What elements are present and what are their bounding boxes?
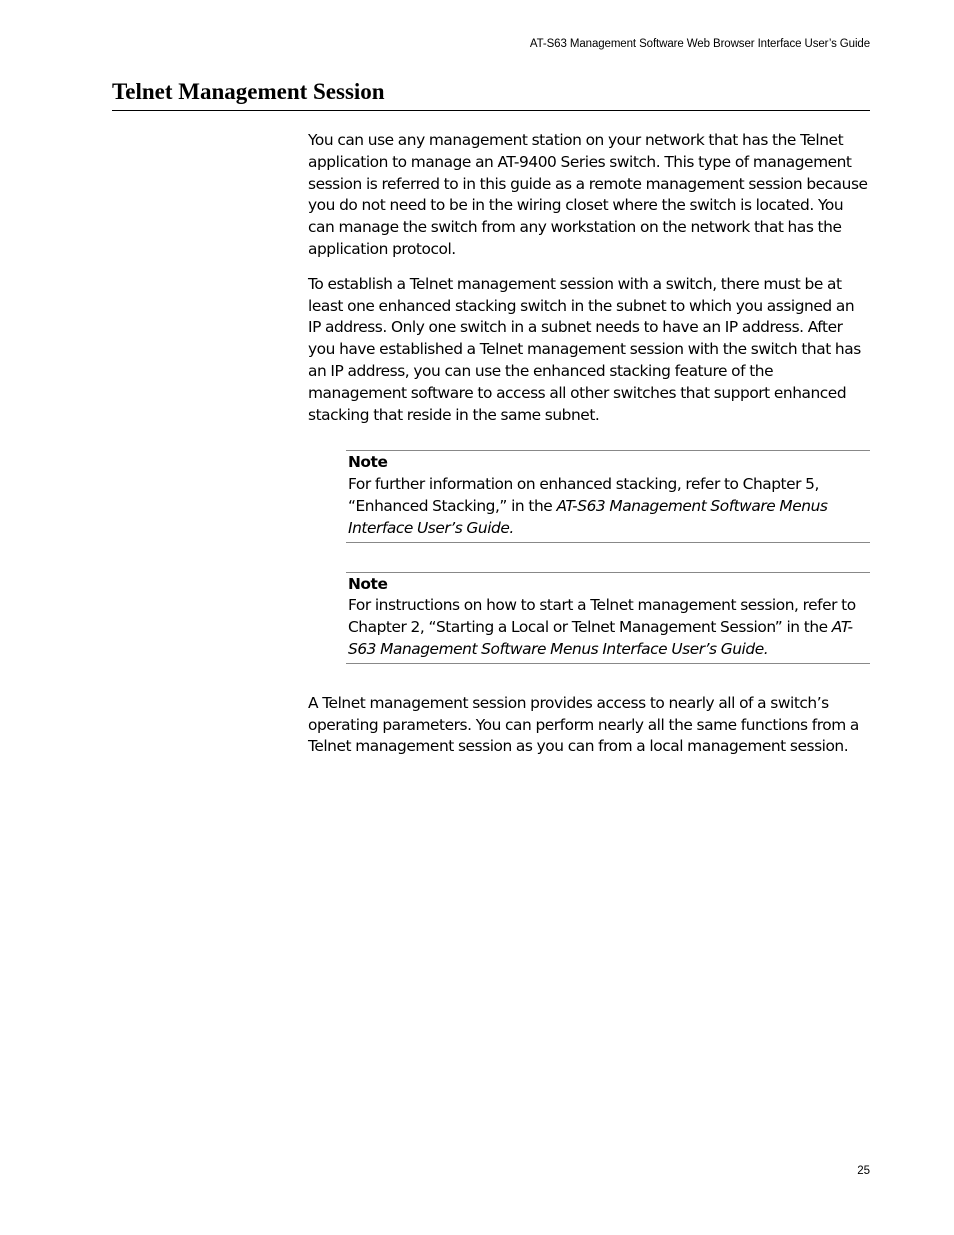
note-text xyxy=(348,474,870,539)
page-number: 25 xyxy=(857,1165,870,1177)
section-title: Telnet Management Session xyxy=(112,79,385,104)
note-text xyxy=(348,595,870,660)
note-text-italic-reference: AT-S63 Management Software Menus Interface User’s Guide. xyxy=(348,618,853,658)
note-text-plain: For instructions on how to start a Telnet management session, refer to Chapter 2, “Starting a Local or Telnet Management Session” in the xyxy=(348,596,856,637)
note-label: Note xyxy=(348,574,388,593)
note-text-italic-reference: AT-S63 Management Software Menus Interface User’s Guide. xyxy=(348,496,828,537)
note-label: Note xyxy=(348,453,388,472)
title-rule xyxy=(112,110,870,111)
body-paragraph: A Telnet management session provides access to nearly all of a switch’s operating parameters. You can perform nearly all the same functions from a Telnet management session as you can from a local management session. xyxy=(308,693,859,756)
note-box xyxy=(346,450,870,542)
note-box xyxy=(346,572,870,664)
body-paragraph: To establish a Telnet management session with a switch, there must be at least one enhanced stacking switch in the subnet to which you assigned an IP address. Only one switch in a subnet needs to have an IP address. After you have established a Telnet management session with the switch that has an IP address, you can use the enhanced stacking feature of the management software to access all other switches that support enhanced stacking that reside in the same subnet. xyxy=(308,274,861,424)
note-text-plain: For further information on enhanced stacking, refer to Chapter 5, “Enhanced Stacking,” in the xyxy=(348,475,819,515)
body-paragraph: You can use any management station on your network that has the Telnet application to manage an AT-9400 Series switch. This type of management session is referred to in this guide as a remote management session because you do not need to be in the wiring closet where the switch is located. You can manage the switch from any workstation on the network that has the application protocol. xyxy=(308,131,868,258)
running-header: AT-S63 Management Software Web Browser Interface User’s Guide xyxy=(529,38,870,50)
body-column xyxy=(308,130,870,771)
